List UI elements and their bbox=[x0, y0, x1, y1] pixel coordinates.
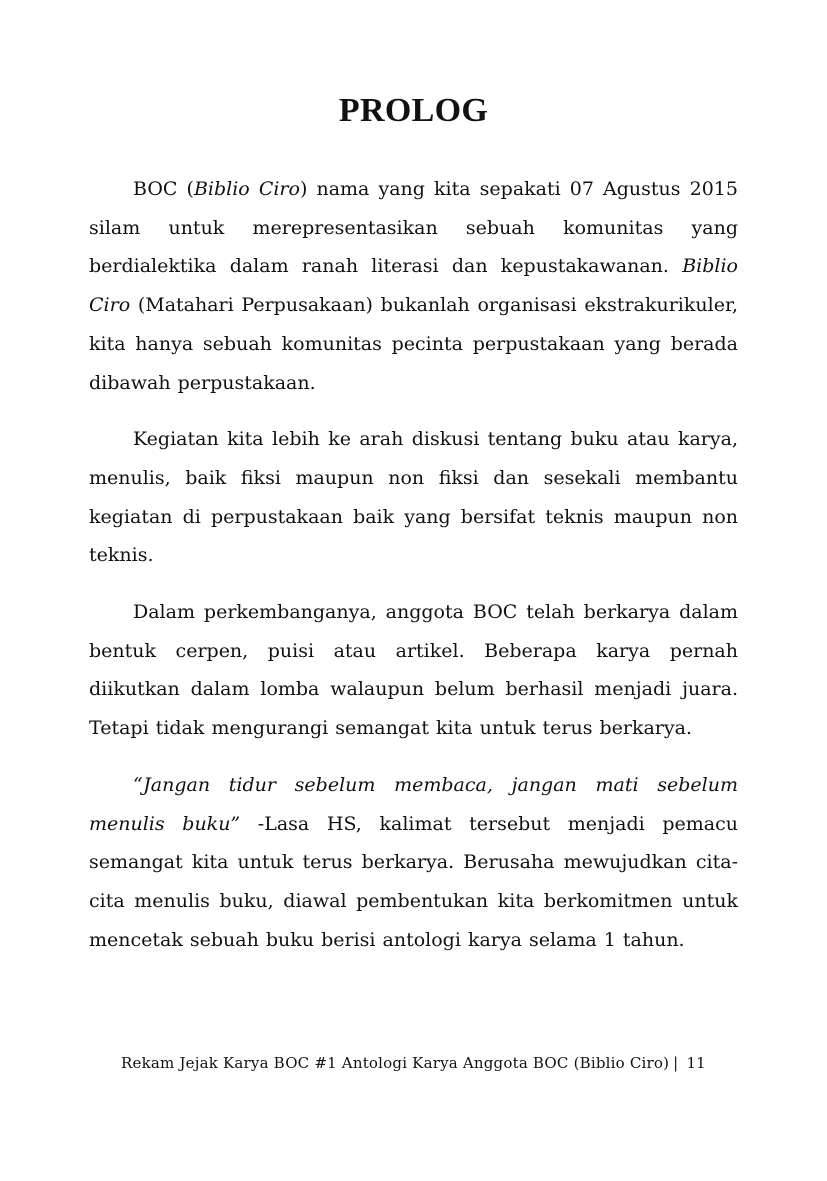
document-body bbox=[89, 170, 738, 977]
footer-separator: | bbox=[673, 1054, 679, 1072]
page-title: PROLOG bbox=[338, 92, 489, 129]
p1-text-c: (Matahari Perpusakaan) bukanlah organisasi ekstrakurikuler, kita hanya sebuah komunitas pecinta perpustakaan yang berada dibawah perpustakaan. bbox=[89, 294, 738, 394]
p1-text-b: ) nama yang kita sepakati 07 Agustus 2015 silam untuk merepresentasikan sebuah komunitas yang berdialektika dalam ranah literasi dan kepustakawanan. bbox=[89, 178, 738, 278]
page-number: 11 bbox=[686, 1054, 706, 1072]
p1-italic-biblio-ciro: Biblio Ciro bbox=[193, 178, 300, 200]
paragraph-1 bbox=[89, 170, 738, 402]
running-title: Rekam Jejak Karya BOC #1 Antologi Karya Anggota BOC (Biblio Ciro) bbox=[121, 1054, 670, 1072]
paragraph-2: Kegiatan kita lebih ke arah diskusi tentang buku atau karya, menulis, baik fiksi maupun non fiksi dan sesekali membantu kegiatan di perpustakaan baik yang bersifat teknis maupun non teknis. bbox=[89, 428, 738, 567]
page-footer bbox=[0, 1054, 827, 1072]
p1-italic-biblio-ciro-2: Biblio Ciro bbox=[89, 255, 738, 317]
quote-text: “Jangan tidur sebelum membaca, jangan mati sebelum menulis buku” bbox=[89, 773, 738, 835]
paragraph-4 bbox=[89, 766, 738, 960]
p4-text: -Lasa HS, kalimat tersebut menjadi pemacu semangat kita untuk terus berkarya. Berusaha mewujudkan cita-cita menulis buku, diawal pembentukan kita berkomitmen untuk mencetak sebuah buku berisi antologi karya selama 1 tahun. bbox=[89, 812, 738, 951]
p1-text-a: BOC ( bbox=[133, 178, 194, 200]
paragraph-3: Dalam perkembanganya, anggota BOC telah berkarya dalam bentuk cerpen, puisi atau artikel. Beberapa karya pernah diikutkan dalam lomba walaupun belum berhasil menjadi juara. Tetapi tidak mengurangi semangat kita untuk terus berkarya. bbox=[89, 601, 738, 740]
